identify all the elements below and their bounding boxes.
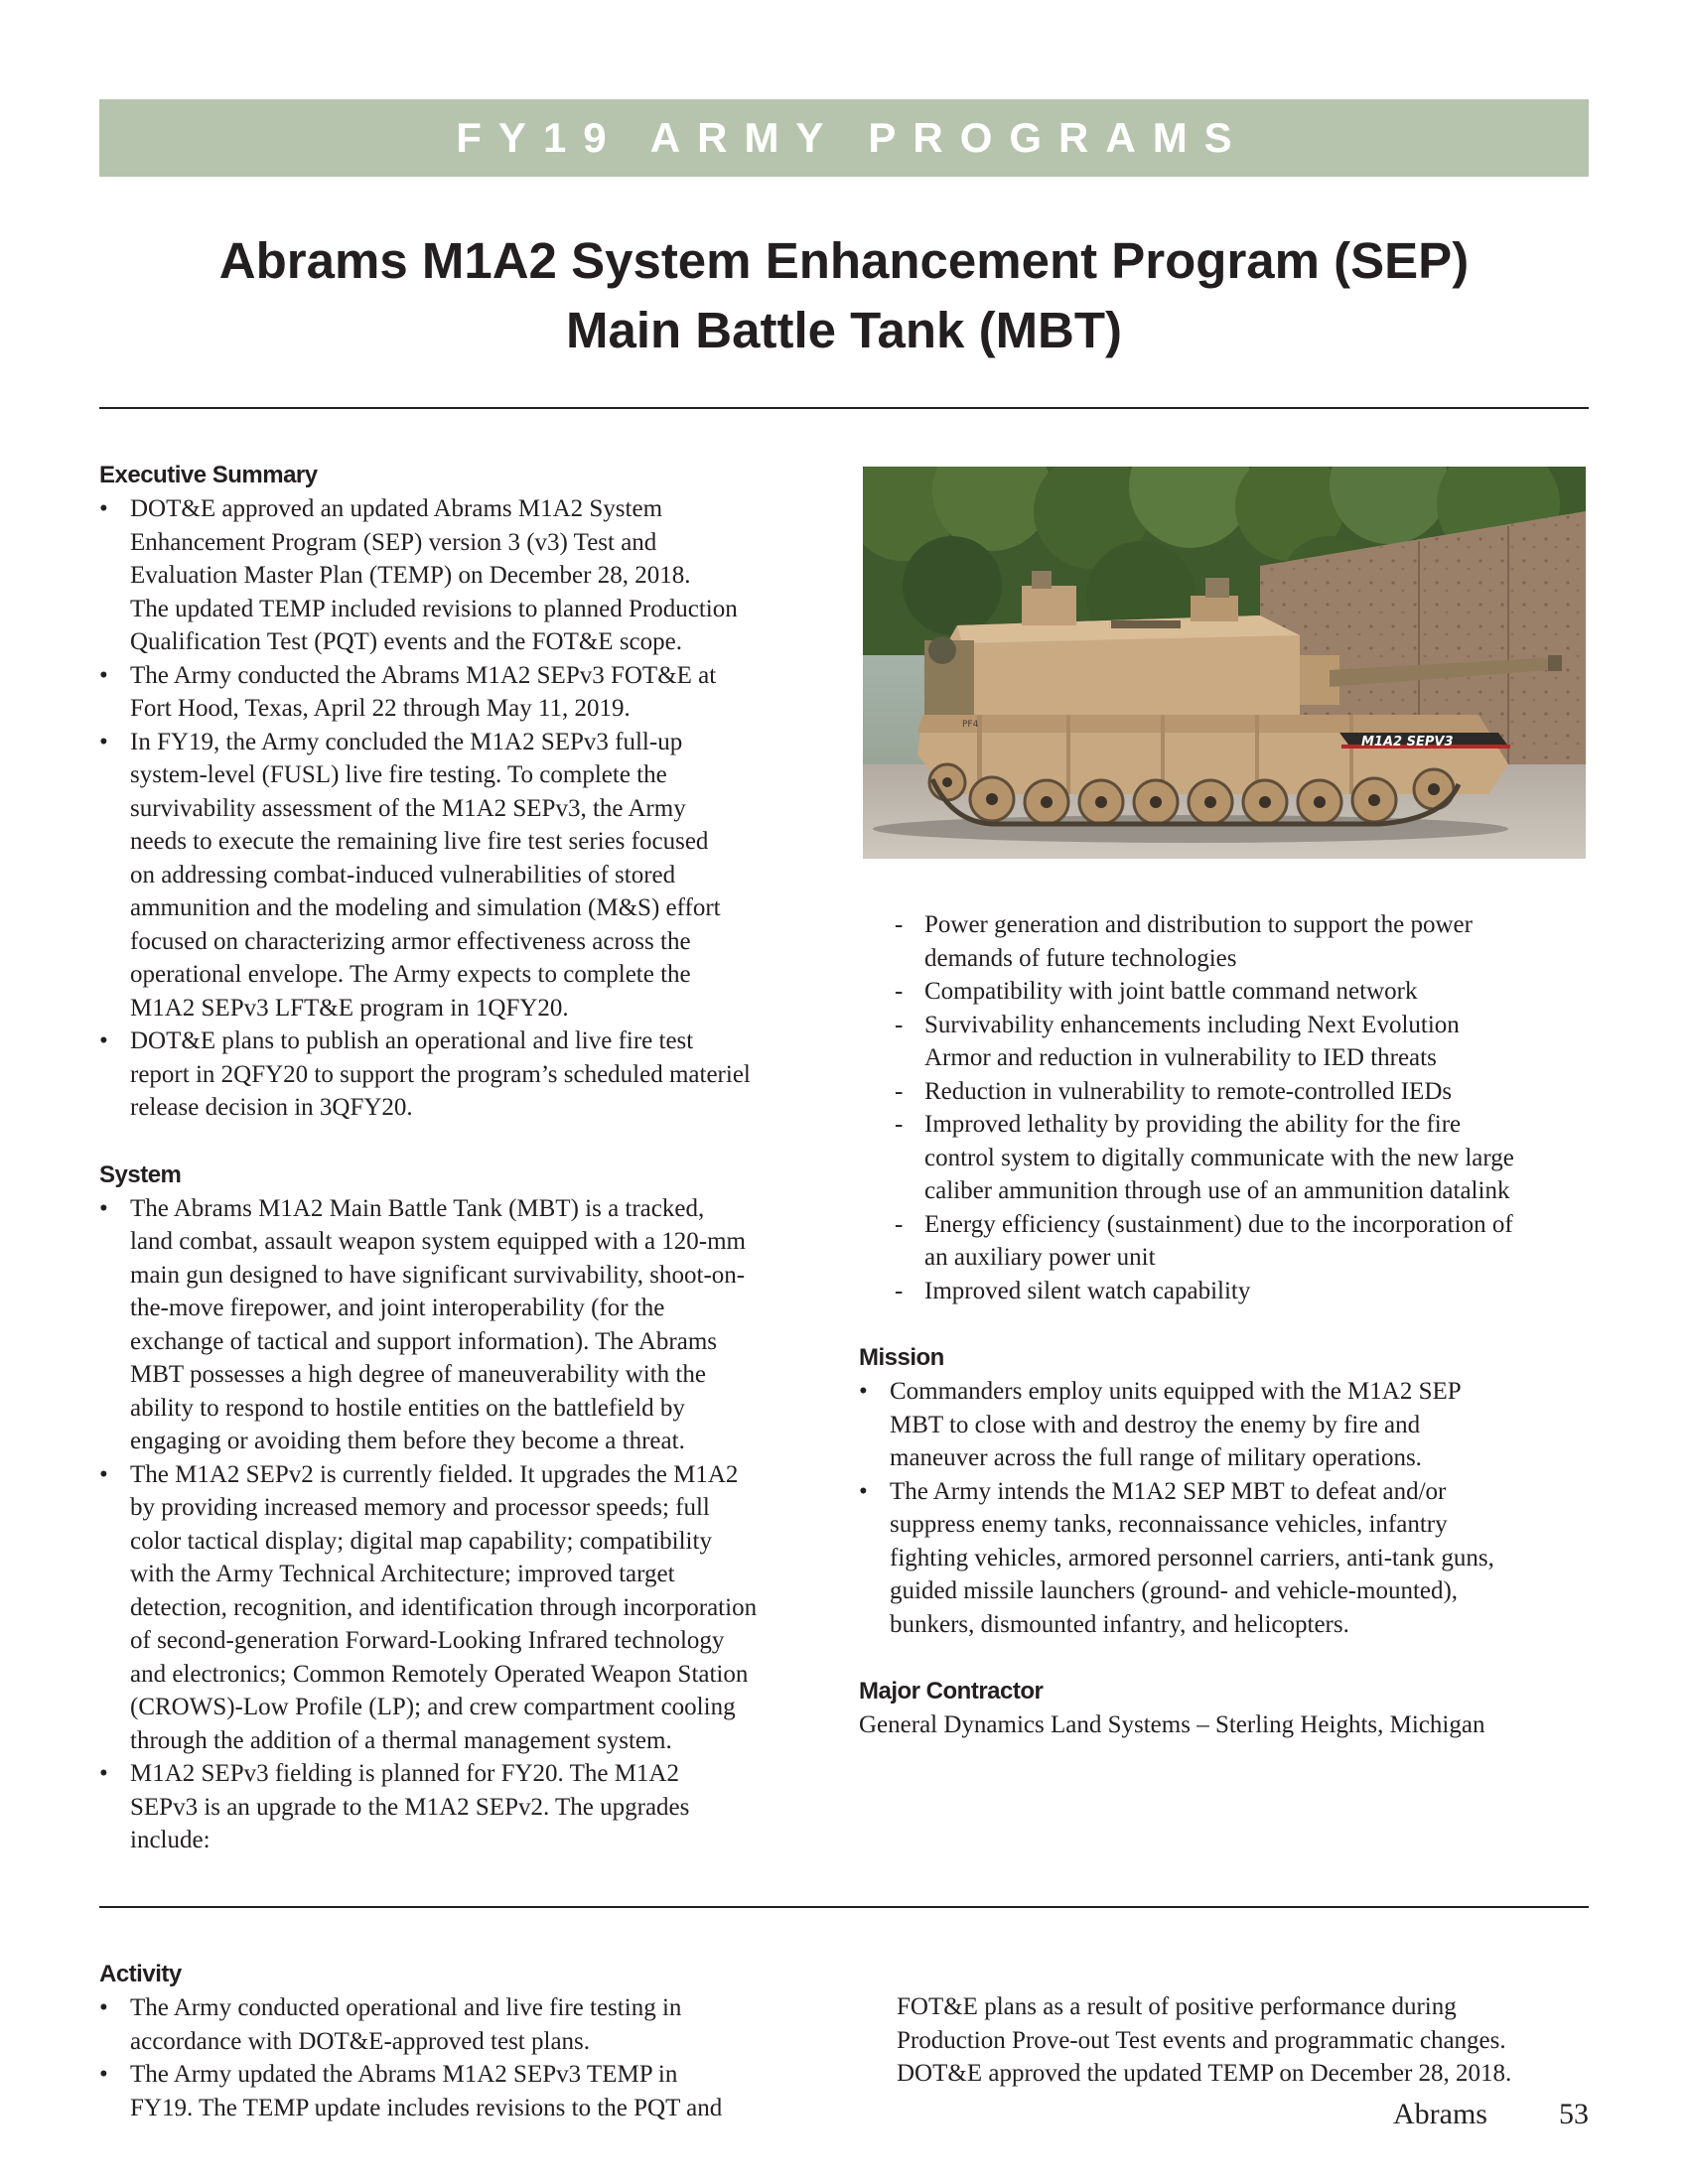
section-banner bbox=[99, 99, 1589, 177]
list-item: • The Army conducted the Abrams M1A2 SEPv3 FOT&E at Fort Hood, Texas, April 22 through May 11, 2019. bbox=[99, 659, 854, 726]
activity-left bbox=[99, 1958, 854, 2124]
list-item: • DOT&E approved an updated Abrams M1A2 System Enhancement Program (SEP) version 3 (v3) Test and Evaluation Master Plan (TEMP) on December 28, 2018. The updated TEMP included revisions to planned Production Qualification Test (PQT) events and the FOT&E scope. bbox=[99, 492, 854, 659]
list-item: • The Army conducted operational and live fire testing in accordance with DOT&E-approved test plans. bbox=[99, 1991, 854, 2058]
list-item: • The Army updated the Abrams M1A2 SEPv3 TEMP in FY19. The TEMP update includes revisions to the PQT and bbox=[99, 2058, 854, 2124]
title-divider bbox=[99, 407, 1589, 409]
right-column bbox=[859, 908, 1594, 1742]
executive-summary-heading: Executive Summary bbox=[99, 462, 318, 488]
page-number: 53 bbox=[1559, 2098, 1589, 2130]
banner-text: FY19 ARMY PROGRAMS bbox=[456, 114, 1249, 161]
section-divider bbox=[99, 1906, 1589, 1908]
list-item: - Energy efficiency (sustainment) due to the incorporation of an auxiliary power unit bbox=[891, 1208, 1594, 1275]
list-item: • M1A2 SEPv3 fielding is planned for FY20. The M1A2 SEPv3 is an upgrade to the M1A2 SEPv2. The upgrades include: bbox=[99, 1757, 854, 1857]
activity-continuation: FOT&E plans as a result of positive performance during Production Prove-out Test events and programmatic changes. DOT&E approved the updated TEMP on December 28, 2018. bbox=[897, 1993, 1512, 2087]
major-contractor-text: General Dynamics Land Systems – Sterling Heights, Michigan bbox=[859, 1711, 1485, 1738]
list-item: - Compatibility with joint battle command network bbox=[891, 975, 1594, 1009]
list-item: • Commanders employ units equipped with the M1A2 SEP MBT to close with and destroy the enemy by fire and maneuver across the full range of military operations. bbox=[859, 1375, 1594, 1475]
list-item: • The M1A2 SEPv2 is currently fielded. It upgrades the M1A2 by providing increased memory and processor speeds; full color tactical display; digital map capability; compatibility with the Army Technical Architecture; improved target detection, recognition, and identification through incorporation of second-generation Forward-Looking Infrared technology and electronics; Common Remotely Operated Weapon Station (CROWS)-Low Profile (LP); and crew compartment cooling through the addition of a thermal management system. bbox=[99, 1458, 854, 1758]
major-contractor-heading: Major Contractor bbox=[859, 1678, 1044, 1705]
list-item: • DOT&E plans to publish an operational and live fire test report in 2QFY20 to support the program’s scheduled materiel release decision in 3QFY20. bbox=[99, 1024, 854, 1125]
mission-heading: Mission bbox=[859, 1344, 944, 1371]
title-line-2: Main Battle Tank (MBT) bbox=[565, 302, 1123, 358]
activity-heading: Activity bbox=[99, 1961, 182, 1987]
list-item: - Power generation and distribution to support the power demands of future technologies bbox=[891, 908, 1594, 975]
upgrades-list bbox=[891, 908, 1594, 1307]
title-line-1: Abrams M1A2 System Enhancement Program (SEP) bbox=[218, 232, 1470, 289]
list-item: • In FY19, the Army concluded the M1A2 SEPv3 full-up system-level (FUSL) live fire testing. To complete the survivability assessment of the M1A2 SEPv3, the Army needs to execute the remaining live fire test series focused on addressing combat-induced vulnerabilities of stored ammunition and the modeling and simulation (M&S) effort focused on characterizing armor effectiveness across the operational envelope. The Army expects to complete the M1A2 SEPv3 LFT&E program in 1QFY20. bbox=[99, 726, 854, 1025]
left-column bbox=[99, 459, 854, 1857]
page-title bbox=[99, 226, 1589, 365]
list-item: - Improved lethality by providing the ability for the fire control system to digitally communicate with the new large caliber ammunition through use of an ammunition datalink bbox=[891, 1108, 1594, 1208]
executive-summary-list bbox=[99, 492, 854, 1125]
list-item: • The Army intends the M1A2 SEP MBT to defeat and/or suppress enemy tanks, reconnaissance vehicles, infantry fighting vehicles, armored personnel carriers, anti-tank guns, guided missile launchers (ground- and vehicle-mounted), bunkers, dismounted infantry, and helicopters. bbox=[859, 1475, 1594, 1642]
system-heading: System bbox=[99, 1160, 182, 1188]
activity-list bbox=[99, 1991, 854, 2124]
hull-number: PF4 bbox=[962, 720, 979, 730]
tank-nameplate: M1A2 SEPV3 bbox=[1361, 735, 1454, 750]
mission-list bbox=[859, 1375, 1594, 1641]
list-item: • The Abrams M1A2 Main Battle Tank (MBT) is a tracked, land combat, assault weapon system equipped with a 120-mm main gun designed to have significant survivability, shoot-on- the-move firepower, and joint interoperability (for the exchange of tactical and support information). The Abrams MBT possesses a high degree of maneuverability with the ability to respond to hostile entities on the battlefield by engaging or avoiding them before they become a threat. bbox=[99, 1192, 854, 1458]
footer-section-name: Abrams bbox=[1393, 2098, 1487, 2130]
tank-photo bbox=[863, 467, 1586, 859]
list-item: - Survivability enhancements including Next Evolution Armor and reduction in vulnerability to IED threats bbox=[891, 1009, 1594, 1075]
system-list bbox=[99, 1192, 854, 1857]
list-item: - Reduction in vulnerability to remote-controlled IEDs bbox=[891, 1075, 1594, 1109]
list-item: - Improved silent watch capability bbox=[891, 1275, 1594, 1308]
